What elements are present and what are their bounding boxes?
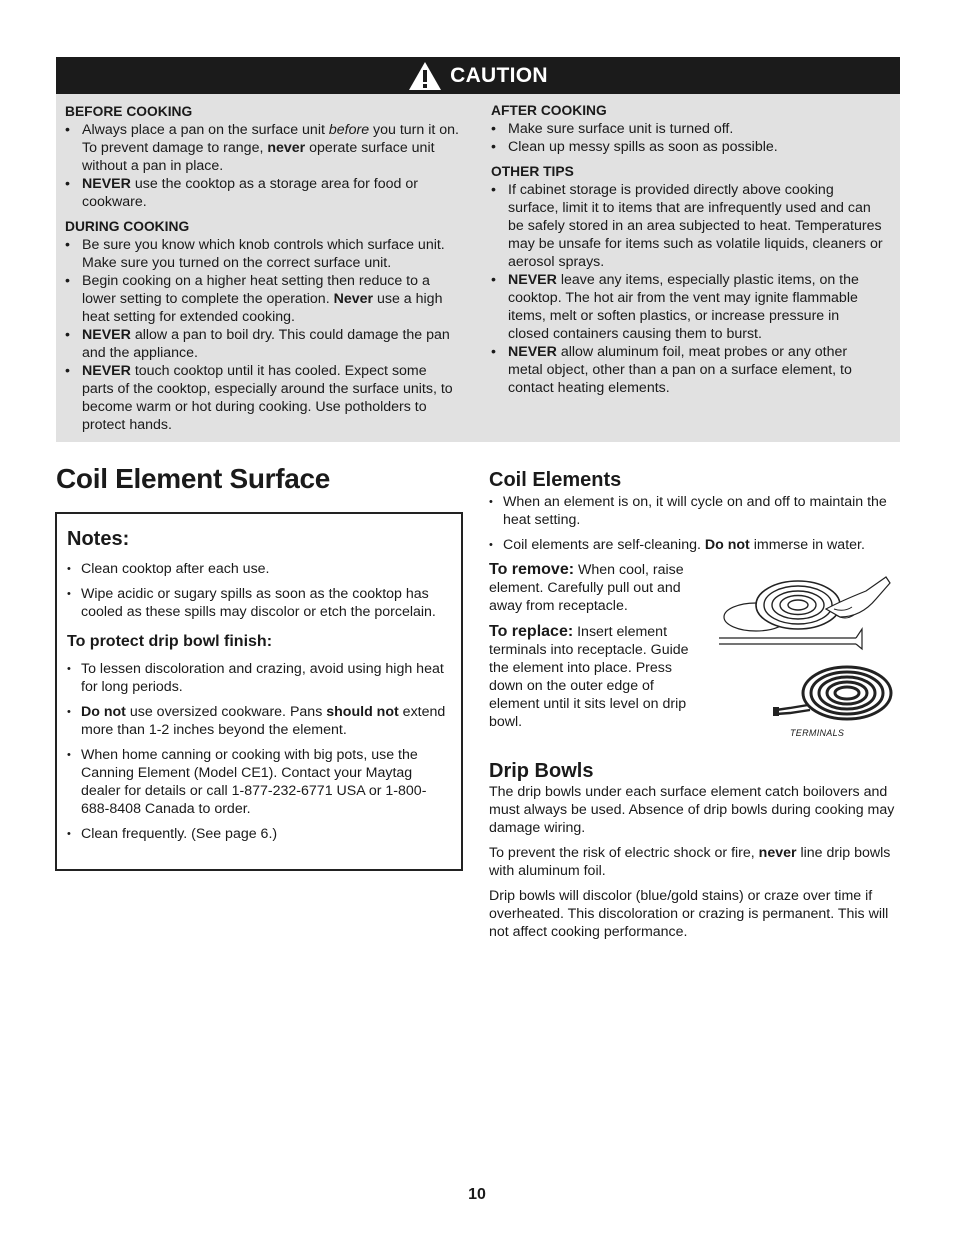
list-item: • NEVER leave any items, especially plastic items, on the cooktop. The hot air from the vent may ignite flammable items, melt or soften plastics, or increase pressure in closed containers causing them to burst. [491,271,883,343]
terminals-label: TERMINALS [790,728,845,738]
list-item: • Be sure you know which knob controls which surface unit. Make sure you turned on the correct surface unit. [65,236,461,272]
list-item: • Always place a pan on the surface unit before you turn it on. To prevent damage to range, never operate surface unit without a pan in place. [65,121,461,175]
list-item: • If cabinet storage is provided directly above cooking surface, limit it to items that are infrequently used and can be safely stored in an area subjected to heat. Temperatures may be unsafe for items such as volatile liquids, cleaners or aerosol sprays. [491,181,883,271]
drip-bowl-finish-subtitle: To protect drip bowl finish: [67,633,273,650]
list-item: • Clean frequently. (See page 6.) [67,825,447,843]
list-item: • Begin cooking on a higher heat setting then reduce to a lower setting to complete the operation. Never use a high heat setting for extended cooking. [65,272,461,326]
other-tips-heading: OTHER TIPS [491,164,574,179]
before-cooking-list [65,121,461,211]
drip-bowls-paragraph-3: Drip bowls will discolor (blue/gold stains) or craze over time if overheated. This discoloration or crazing is permanent. This will not affect cooking performance. [489,888,889,940]
page-number: 10 [468,1186,486,1203]
warning-icon [408,61,442,91]
page-title: Coil Element Surface [56,463,331,494]
list-item: • NEVER allow aluminum foil, meat probes or any other metal object, other than a pan on a surface element, to contact heating elements. [491,343,883,397]
list-item: • Clean cooktop after each use. [67,560,447,578]
remove-instructions [489,561,705,615]
caution-left-column [65,103,461,434]
notes-box [55,512,463,871]
list-item: • To lessen discoloration and crazing, avoid using high heat for long periods. [67,660,447,696]
list-item: • Coil elements are self-cleaning. Do not immerse in water. [489,536,899,554]
list-item: • Wipe acidic or sugary spills as soon as the cooktop has cooled as these spills may discolor or etch the porcelain. [67,585,447,621]
notes-list [67,560,447,621]
drip-bowls-heading: Drip Bowls [489,760,594,782]
remove-element-illustration [716,565,896,655]
list-item: • Make sure surface unit is turned off. [491,120,883,138]
drip-bowls-paragraph-1: The drip bowls under each surface element catch boilovers and must always be used. Absence of drip bowls during cooking may damage wiring. [489,784,895,836]
coil-element-terminals-illustration [770,663,895,723]
coil-elements-heading: Coil Elements [489,469,622,491]
list-item: • NEVER use the cooktop as a storage area for food or cookware. [65,175,461,211]
list-item: • When an element is on, it will cycle on and off to maintain the heat setting. [489,493,899,529]
drip-bowl-finish-list [67,660,447,843]
list-item: • Clean up messy spills as soon as possible. [491,138,883,156]
drip-bowls-section [489,759,899,941]
other-tips-list [491,181,883,397]
coil-elements-section [489,468,899,561]
replace-instructions [489,623,705,731]
replace-paragraph: To replace: Insert element terminals into receptacle. Guide the element into place. Press down on the outer edge of element until it sits level on drip bowl. [489,623,689,730]
list-item: • NEVER allow a pan to boil dry. This could damage the pan and the appliance. [65,326,461,362]
caution-panel [56,94,900,442]
notes-title: Notes: [67,528,130,550]
drip-bowls-paragraph-2: To prevent the risk of electric shock or fire, never line drip bowls with aluminum foil. [489,845,891,879]
caution-right-column [491,102,883,397]
list-item: • Do not use oversized cookware. Pans should not extend more than 1-2 inches beyond the element. [67,703,447,739]
after-cooking-heading: AFTER COOKING [491,103,607,118]
after-cooking-list [491,120,883,156]
list-item: • When home canning or cooking with big pots, use the Canning Element (Model CE1). Contact your Maytag dealer for details or call 1-877-232-6771 USA or 1-800-688-8408 Canada to order. [67,746,447,818]
list-item: • NEVER touch cooktop until it has cooled. Expect some parts of the cooktop, especially around the surface units, to become warm or hot during cooking. Use potholders to protect hands. [65,362,461,434]
caution-title: CAUTION [450,63,548,87]
notes-content [67,528,447,850]
coil-elements-list [489,493,899,554]
during-cooking-list [65,236,461,434]
remove-paragraph: To remove: When cool, raise element. Carefully pull out and away from receptacle. [489,561,684,614]
before-cooking-heading: BEFORE COOKING [65,104,193,119]
during-cooking-heading: DURING COOKING [65,219,190,234]
caution-header [56,57,900,94]
